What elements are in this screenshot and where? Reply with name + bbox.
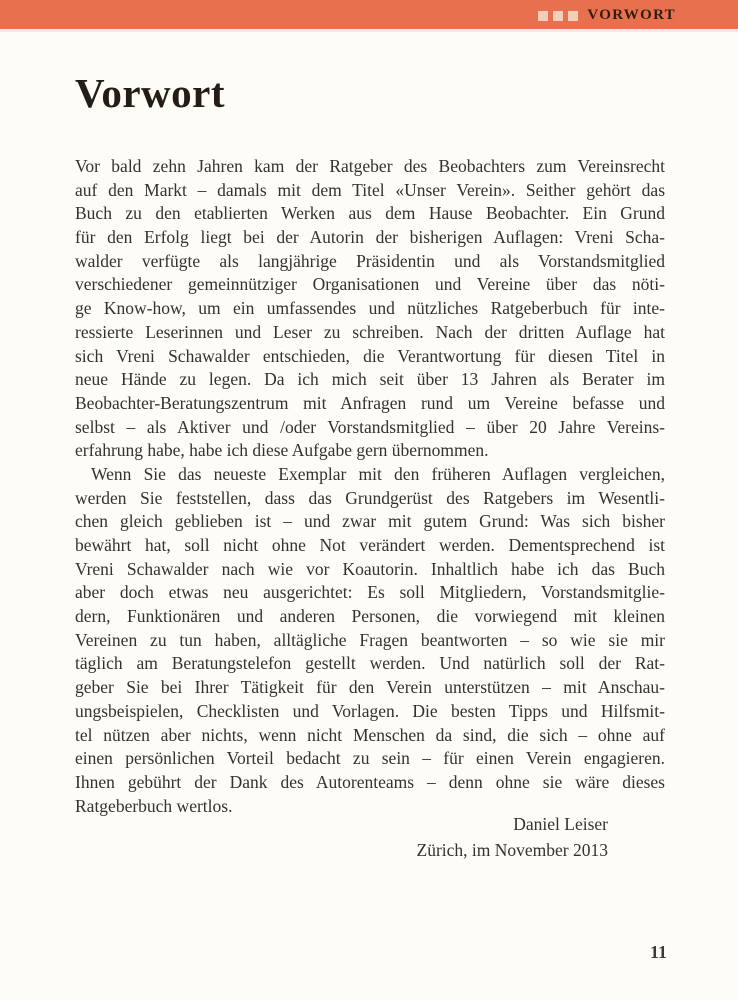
signature-place-date: Zürich, im November 2013 (416, 840, 608, 860)
body-line: sich Vreni Schawalder entschieden, die Verantwortung für diesen Titel in (75, 345, 665, 366)
body-line: Vereinen zu tun haben, alltägliche Fragen beantworten – so wie sie mir (75, 629, 665, 650)
header-squares-ornament-icon (538, 11, 578, 21)
body-line: ungsbeispielen, Checklisten und Vorlagen. Die besten Tipps und Hilfsmit- (75, 700, 665, 721)
body-line: aber doch etwas neu ausgerichtet: Es soll Mitgliedern, Vorstandsmitglie- (75, 582, 665, 603)
square-icon (568, 11, 578, 21)
body-line: täglich am Beratungstelefon gestellt werden. Und natürlich soll der Rat- (75, 653, 665, 674)
body-line: tel nützen aber nichts, wenn nicht Menschen da sind, die sich – ohne auf (75, 724, 665, 745)
header-bar (0, 0, 738, 32)
signature-block (75, 811, 608, 863)
body-line: verschiedener gemeinnütziger Organisationen und Vereine über das nöti- (75, 274, 665, 295)
body-line: dern, Funktionären und anderen Personen, die vorwiegend mit kleinen (75, 606, 665, 627)
body-line: selbst – als Aktiver und /oder Vorstandsmitglied – über 20 Jahre Vereins- (75, 416, 665, 437)
body-line: bewährt hat, soll nicht ohne Not verändert werden. Dementsprechend ist (75, 535, 665, 555)
square-icon (538, 11, 548, 21)
body-line: Ihnen gebührt der Dank des Autorenteams – denn ohne sie wäre dieses (75, 771, 665, 792)
body-line: geber Sie bei Ihrer Tätigkeit für den Verein unterstützen – mit Anschau- (75, 677, 665, 698)
body-line: chen gleich geblieben ist – und zwar mit gutem Grund: Was sich bisher (75, 511, 665, 532)
body-line: für den Erfolg liegt bei der Autorin der bisherigen Auflagen: Vreni Scha- (75, 227, 665, 248)
body-line: ressierte Leserinnen und Leser zu schreiben. Nach der dritten Auflage hat (75, 321, 665, 342)
body-line: Wenn Sie das neueste Exemplar mit den früheren Auflagen vergleichen, (91, 463, 665, 484)
body-line: walder verfügte als langjährige Präsidentin und als Vorstandsmitglied (75, 250, 665, 271)
body-line: einen persönlichen Vorteil bedacht zu sein – für einen Verein engagieren. (75, 748, 665, 769)
body-line: Ratgeberbuch wertlos. (75, 795, 233, 816)
body-text (75, 155, 665, 818)
body-line: Vreni Schawalder nach wie vor Koautorin. Inhaltlich habe ich das Buch (75, 558, 665, 579)
body-line: ge Know-how, um ein umfassendes und nützliches Ratgeberbuch für inte- (75, 298, 665, 319)
body-line: Beobachter-Beratungszentrum mit Anfragen rund um Vereine befasse und (75, 392, 665, 413)
running-head: VORWORT (587, 7, 676, 23)
signature-name: Daniel Leiser (513, 814, 608, 834)
body-line: Buch zu den etablierten Werken aus dem Hause Beobachter. Ein Grund (75, 203, 665, 224)
square-icon (553, 11, 563, 21)
body-line: auf den Markt – damals mit dem Titel «Unser Verein». Seither gehört das (75, 179, 665, 200)
body-line: werden Sie feststellen, dass das Grundgerüst des Ratgebers im Wesentli- (75, 487, 665, 508)
body-line: neue Hände zu legen. Da ich mich seit über 13 Jahren als Berater im (75, 369, 665, 390)
body-line: Vor bald zehn Jahren kam der Ratgeber des Beobachters zum Vereinsrecht (75, 156, 665, 176)
body-line: erfahrung habe, habe ich diese Aufgabe gern übernommen. (75, 440, 489, 461)
page-title: Vorwort (75, 70, 226, 116)
page-number: 11 (649, 942, 667, 962)
